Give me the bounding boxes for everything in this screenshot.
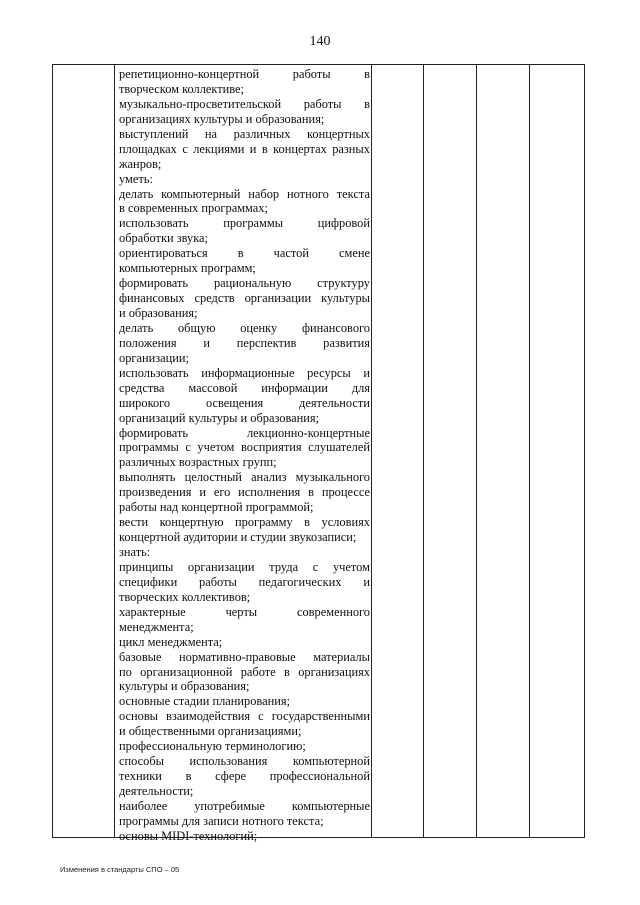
text-word: принципы <box>119 559 174 574</box>
text-word: организациях культуры и образования; <box>119 111 325 126</box>
text-word: наиболее <box>119 798 168 813</box>
text-word: ресурсы <box>307 365 351 380</box>
text-word: использования <box>189 754 268 769</box>
text-word: и <box>203 335 210 350</box>
text-word: разных <box>332 141 370 156</box>
text-line <box>119 754 370 769</box>
text-word: и <box>199 485 206 500</box>
text-line <box>119 799 370 814</box>
text-line <box>119 530 370 545</box>
text-line <box>119 127 370 142</box>
text-line <box>119 187 370 202</box>
text-line <box>119 142 370 157</box>
text-word: по <box>119 664 132 679</box>
text-word: культуры и образования; <box>119 679 250 694</box>
text-word: работы <box>199 574 237 589</box>
text-word: уметь: <box>119 171 153 186</box>
text-line <box>119 261 370 276</box>
column-divider <box>114 65 115 837</box>
text-word: частой <box>273 246 309 261</box>
text-line <box>119 381 370 396</box>
text-word: работы <box>303 96 342 111</box>
text-word: использовать <box>119 365 189 380</box>
text-word: материалы <box>313 649 370 664</box>
text-word: различных возрастных групп; <box>119 455 277 470</box>
text-line <box>119 605 370 620</box>
text-word: средства <box>119 380 165 395</box>
text-word: и общественными организациями; <box>119 724 302 739</box>
text-line <box>119 575 370 590</box>
text-word: текста <box>336 186 370 201</box>
text-line <box>119 231 370 246</box>
text-line <box>119 321 370 336</box>
text-word: вести <box>119 515 149 530</box>
text-word: жанров; <box>119 156 162 171</box>
text-word: массовой <box>188 380 238 395</box>
text-word: на <box>204 126 218 141</box>
text-word: информационные <box>201 365 295 380</box>
text-word: в <box>284 664 290 679</box>
text-word: освещения <box>205 395 264 410</box>
text-word: для <box>351 380 370 395</box>
text-line <box>119 172 370 187</box>
text-word: работе <box>240 664 276 679</box>
text-word: финансовых <box>119 291 185 306</box>
text-line <box>119 396 370 411</box>
text-word: в <box>237 246 244 261</box>
text-word: с <box>182 141 188 156</box>
text-word: и <box>363 365 370 380</box>
text-word: и образования; <box>119 306 198 320</box>
text-word: его <box>213 485 231 500</box>
text-line <box>119 306 370 321</box>
text-word: музыкально-просветительской <box>119 96 282 111</box>
text-word: характерные <box>119 604 186 619</box>
text-word: структуру <box>317 276 370 291</box>
text-word: в <box>308 485 314 500</box>
text-word: организациях <box>298 664 370 679</box>
text-word: широкого <box>119 395 171 410</box>
text-line <box>119 814 370 829</box>
column-divider <box>476 65 477 837</box>
text-line <box>119 440 370 455</box>
text-line <box>119 694 370 709</box>
text-word: употребимые <box>194 798 265 813</box>
text-word: условиях <box>321 515 370 530</box>
text-word: общую <box>177 320 216 335</box>
text-word: в <box>261 141 268 156</box>
text-word: компьютерные <box>291 798 370 813</box>
text-line <box>119 201 370 216</box>
text-line <box>119 739 370 754</box>
text-word: организации <box>244 291 312 306</box>
text-word: менеджмента; <box>119 619 194 634</box>
text-word: в <box>364 96 370 111</box>
text-word: организации <box>188 559 255 574</box>
text-word: лекциями <box>193 141 245 156</box>
text-word: с <box>185 440 191 455</box>
text-line <box>119 426 370 441</box>
text-word: способы <box>119 754 164 769</box>
footer-note: Изменения в стандарты СПО – 05 <box>60 865 180 874</box>
text-word: творческих коллективов; <box>119 589 251 604</box>
text-word: компьютерной <box>292 754 370 769</box>
text-line <box>119 620 370 635</box>
text-word: педагогических <box>258 574 342 589</box>
text-word: цифровой <box>317 216 370 231</box>
text-word: концертах <box>273 141 327 156</box>
text-word: основы MIDI-технологий; <box>119 828 258 843</box>
text-word: произведения <box>119 485 192 500</box>
text-word: программы <box>223 216 284 231</box>
text-word: площадках <box>119 141 177 156</box>
text-line <box>119 635 370 650</box>
column-divider <box>423 65 424 837</box>
text-word: организационной <box>140 664 233 679</box>
text-word: репетиционно-концертной <box>119 67 260 81</box>
column-divider <box>529 65 530 837</box>
text-word: в современных программах; <box>119 201 268 216</box>
text-line <box>119 366 370 381</box>
text-word: восприятия <box>240 440 302 455</box>
text-line <box>119 411 370 426</box>
text-word: профессиональную терминологию; <box>119 739 306 754</box>
text-line <box>119 500 370 515</box>
text-word: развития <box>323 335 370 350</box>
text-word: использовать <box>119 216 189 231</box>
text-word: в <box>364 67 370 81</box>
text-word: организации; <box>119 350 189 365</box>
text-word: компьютерный <box>161 186 241 201</box>
text-word: сфере <box>215 769 247 784</box>
text-word: музыкального <box>295 470 370 485</box>
text-word: делать <box>119 186 154 201</box>
text-word: основные стадии планирования; <box>119 694 291 709</box>
text-word: знать: <box>119 545 151 559</box>
text-word: лекционно-концертные <box>247 425 370 440</box>
text-line <box>119 709 370 724</box>
text-word: государственными <box>271 709 370 724</box>
text-word: анализ <box>251 470 287 485</box>
text-line <box>119 724 370 739</box>
text-word: современного <box>296 604 370 619</box>
text-word: перспектив <box>236 335 297 350</box>
text-word: деятельности; <box>119 784 194 798</box>
text-line <box>119 515 370 530</box>
text-line <box>119 291 370 306</box>
text-word: концертной аудитории и студии звукозаписи; <box>119 530 357 545</box>
text-line <box>119 485 370 500</box>
text-word: культуры <box>321 291 370 306</box>
text-word: черты <box>225 604 258 619</box>
text-line <box>119 336 370 351</box>
text-line <box>119 112 370 127</box>
text-line <box>119 784 370 799</box>
text-word: и <box>249 141 257 156</box>
text-line <box>119 82 370 97</box>
text-line <box>119 769 370 784</box>
text-word: нормативно-правовые <box>179 649 296 664</box>
text-word: финансового <box>301 320 370 335</box>
text-word: целостный <box>184 470 242 485</box>
requirements-table <box>52 64 585 843</box>
text-word: рациональную <box>213 276 292 291</box>
text-word: организаций культуры и образования; <box>119 410 320 425</box>
text-line <box>119 545 370 560</box>
text-word: концертную <box>159 515 224 530</box>
text-word: набор <box>248 186 280 201</box>
text-line <box>119 246 370 261</box>
text-word: различных <box>233 126 291 141</box>
text-word: обработки звука; <box>119 231 208 246</box>
text-word: учетом <box>332 559 370 574</box>
text-line <box>119 351 370 366</box>
text-word: формировать <box>119 276 189 291</box>
text-word: средств <box>194 291 235 306</box>
text-word: деятельности <box>299 395 370 410</box>
text-word: в <box>185 769 192 784</box>
text-word: формировать <box>119 425 189 440</box>
text-word: выполнять <box>119 470 176 485</box>
text-word: основы <box>119 709 159 724</box>
text-line <box>119 216 370 231</box>
text-word: оценку <box>240 320 278 335</box>
text-word: информации <box>261 380 328 395</box>
text-word: и <box>363 574 370 589</box>
text-line <box>119 157 370 172</box>
text-word: профессиональной <box>269 769 370 784</box>
text-word: в <box>304 515 311 530</box>
text-word: нотного <box>287 186 329 201</box>
text-line <box>119 650 370 665</box>
text-word: программу <box>235 515 293 530</box>
text-word: ориентироваться <box>119 246 208 261</box>
text-word: взаимодействия <box>166 709 251 724</box>
text-word: труда <box>269 559 299 574</box>
text-line <box>119 67 370 82</box>
text-line <box>119 679 370 694</box>
text-word: учетом <box>197 440 235 455</box>
text-word: специфики <box>119 574 178 589</box>
competency-description-cell <box>119 67 370 844</box>
text-word: смене <box>338 246 370 261</box>
text-line <box>119 665 370 680</box>
text-line <box>119 829 370 844</box>
text-word: программы <box>119 440 179 455</box>
text-word: исполнения <box>238 485 301 500</box>
text-word: с <box>258 709 264 724</box>
text-word: цикл менеджмента; <box>119 634 223 649</box>
text-word: базовые <box>119 649 162 664</box>
text-line <box>119 560 370 575</box>
text-word: компьютерных программ; <box>119 261 256 276</box>
text-word: выступлений <box>119 126 189 141</box>
text-word: техники <box>119 769 162 784</box>
text-line <box>119 276 370 291</box>
page-number: 140 <box>309 34 331 49</box>
text-line <box>119 590 370 605</box>
text-word: процессе <box>321 485 370 500</box>
text-line <box>119 470 370 485</box>
text-word: работы над концертной программой; <box>119 500 314 515</box>
text-word: положения <box>119 335 177 350</box>
text-word: программы для записи нотного текста; <box>119 813 324 828</box>
text-word: концертных <box>307 126 370 141</box>
text-line <box>119 455 370 470</box>
text-word: делать <box>119 320 154 335</box>
text-word: творческом коллективе; <box>119 81 244 96</box>
text-word: работы <box>292 67 331 81</box>
text-word: слушателей <box>308 440 370 455</box>
text-line <box>119 97 370 112</box>
column-divider <box>371 65 372 837</box>
text-word: с <box>312 559 319 574</box>
